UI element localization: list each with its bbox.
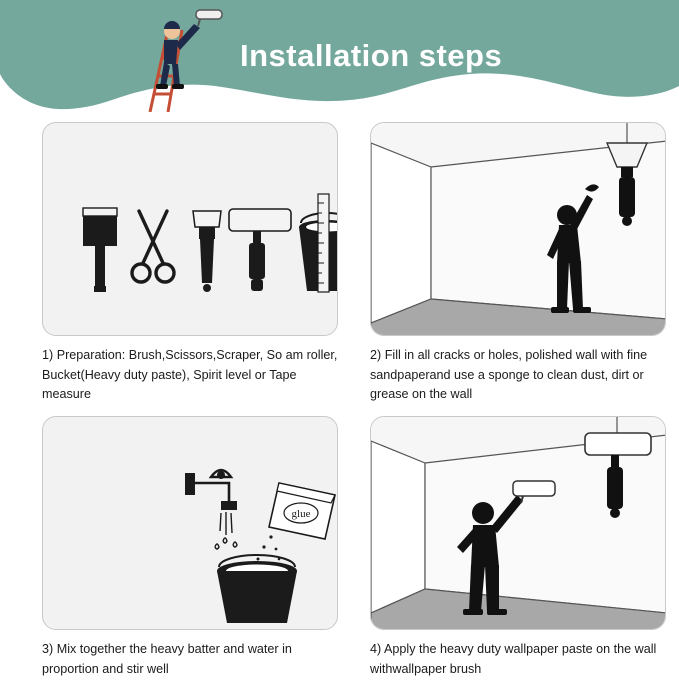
header <box>0 0 679 118</box>
painter-on-ladder-icon <box>120 0 230 112</box>
step-3-caption: 3) Mix together the heavy batter and water in proportion and stir well <box>42 642 292 676</box>
mixing-paste-panel <box>42 416 338 630</box>
step-3 <box>42 416 338 679</box>
glue-packet-label: glue <box>291 508 311 520</box>
step-1 <box>42 122 338 405</box>
wall-filling-panel <box>370 122 666 336</box>
page-title: Installation steps <box>240 38 503 73</box>
ruler-icon <box>317 193 331 293</box>
tools-icon <box>43 123 338 336</box>
step-2-caption: 2) Fill in all cracks or holes, polished wall with fine sandpaperand use a sponge to clean dust, dirt or grease on the wall <box>370 348 648 402</box>
person-rolling-wall-icon <box>371 417 666 630</box>
steps-container <box>0 118 679 685</box>
step-2 <box>370 122 666 405</box>
step-4 <box>370 416 666 679</box>
tap-glue-bucket-icon <box>43 417 338 630</box>
step-1-caption: 1) Preparation: Brush,Scissors,Scraper, So am roller, Bucket(Heavy duty paste), Spirit level or Tape measure <box>42 348 338 402</box>
step-4-caption: 4) Apply the heavy duty wallpaper paste on the wall withwallpaper brush <box>370 642 657 676</box>
tools-panel <box>42 122 338 336</box>
applying-paste-panel <box>370 416 666 630</box>
person-filling-wall-icon <box>371 123 666 336</box>
